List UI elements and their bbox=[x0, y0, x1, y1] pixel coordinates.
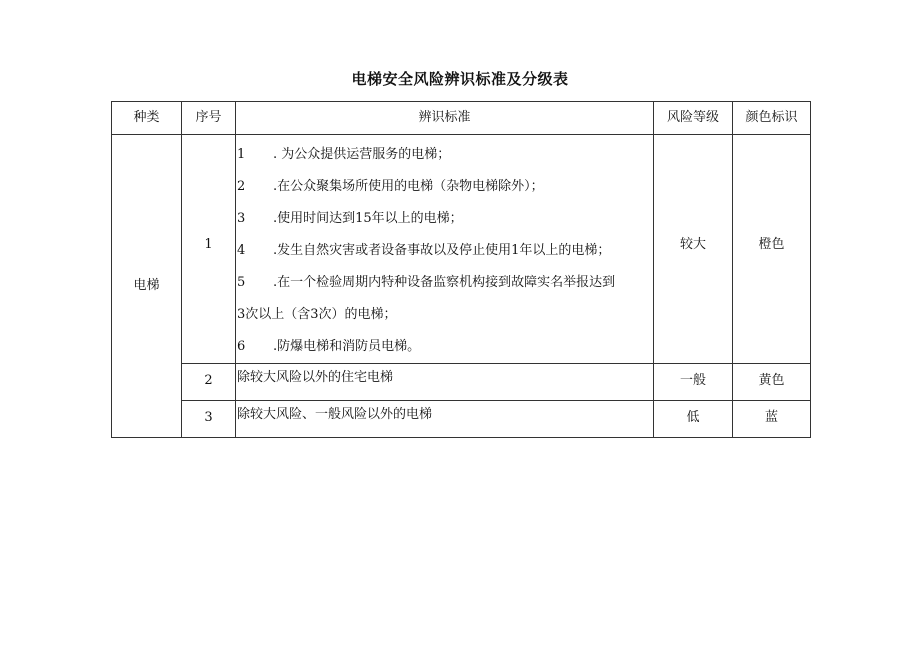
criteria-line bbox=[236, 331, 653, 363]
table-header-row bbox=[112, 102, 811, 135]
criteria-cell: 除较大风险、一般风险以外的电梯 bbox=[236, 401, 654, 438]
criteria-text: 3次以上（含3次）的电梯； bbox=[237, 307, 397, 323]
criteria-line bbox=[236, 235, 653, 267]
criteria-cell: 除较大风险以外的住宅电梯 bbox=[236, 364, 654, 401]
criteria-text: .在一个检验周期内特种设备监察机构接到故障实名举报达到 bbox=[273, 275, 616, 291]
criteria-number: 1 bbox=[237, 147, 246, 163]
criteria-line bbox=[236, 203, 653, 235]
criteria-line bbox=[236, 139, 653, 171]
risk-level-cell: 较大 bbox=[654, 135, 733, 364]
color-mark-cell: 蓝 bbox=[733, 401, 811, 438]
risk-level-cell: 一般 bbox=[654, 364, 733, 401]
table-row bbox=[112, 364, 811, 401]
table-row bbox=[112, 401, 811, 438]
seq-cell: 3 bbox=[182, 401, 236, 438]
criteria-text: . 为公众提供运营服务的电梯； bbox=[273, 147, 451, 163]
criteria-number: 3 bbox=[237, 211, 246, 227]
color-mark-cell: 橙色 bbox=[733, 135, 811, 364]
table-row bbox=[112, 135, 811, 364]
header-color-mark: 颜色标识 bbox=[733, 102, 811, 135]
criteria-text: .防爆电梯和消防员电梯。 bbox=[273, 339, 421, 355]
criteria-number: 5 bbox=[237, 275, 246, 291]
risk-level-cell: 低 bbox=[654, 401, 733, 438]
criteria-line bbox=[236, 267, 653, 299]
criteria-line-continued bbox=[236, 299, 653, 331]
category-cell: 电梯 bbox=[112, 135, 182, 438]
header-seq: 序号 bbox=[182, 102, 236, 135]
seq-cell: 2 bbox=[182, 364, 236, 401]
criteria-line bbox=[236, 171, 653, 203]
criteria-text: .使用时间达到15年以上的电梯； bbox=[273, 211, 463, 227]
criteria-number: 4 bbox=[237, 243, 246, 259]
color-mark-cell: 黄色 bbox=[733, 364, 811, 401]
seq-cell: 1 bbox=[182, 135, 236, 364]
document-title: 电梯安全风险辨识标准及分级表 bbox=[351, 70, 569, 88]
criteria-number: 2 bbox=[237, 179, 246, 195]
criteria-cell bbox=[236, 135, 654, 364]
risk-classification-table bbox=[111, 101, 811, 438]
header-risk-level: 风险等级 bbox=[654, 102, 733, 135]
criteria-text: .发生自然灾害或者设备事故以及停止使用1年以上的电梯； bbox=[273, 243, 611, 259]
header-criteria: 辨识标准 bbox=[236, 102, 654, 135]
header-category: 种类 bbox=[112, 102, 182, 135]
criteria-number: 6 bbox=[237, 339, 246, 355]
criteria-text: .在公众聚集场所使用的电梯（杂物电梯除外）； bbox=[273, 179, 544, 195]
